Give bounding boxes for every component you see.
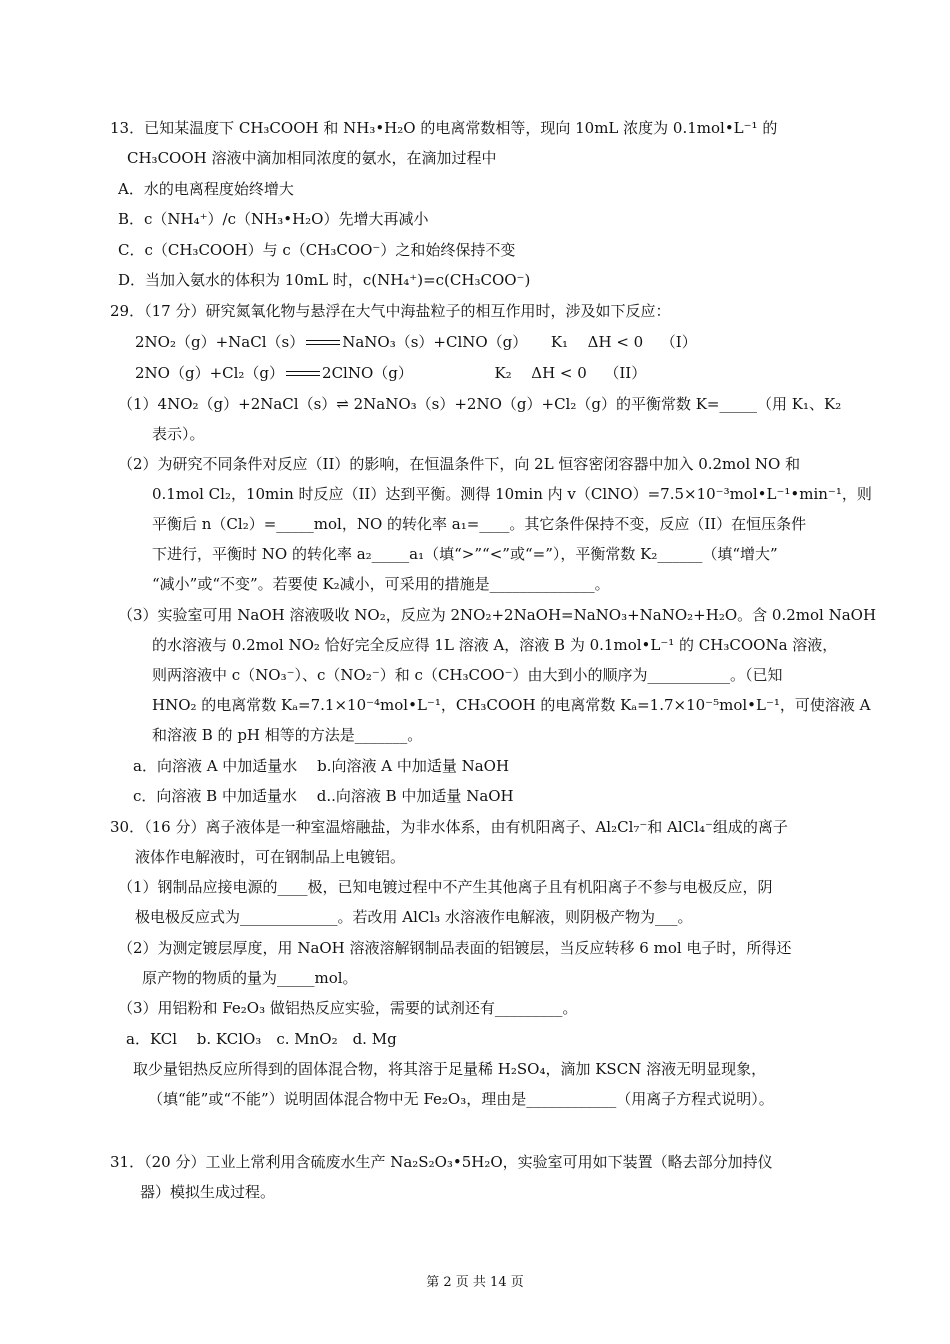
eq1-right: NaNO₃（s）+ClNO（g） [342,333,528,351]
text-line: 表示）。 [152,425,205,443]
text-line: （填“能”或“不能”）说明固体混合物中无 Fe₂O₃，理由是____________（用离子方程式说明）。 [148,1090,774,1108]
text-line: 31．（20 分）工业上常利用含硫废水生产 Na₂S₂O₃•5H₂O，实验室可用如下装置（略去部分加持仪 [110,1153,773,1171]
equilibrium-arrow-icon [286,370,320,378]
text-line: 器）模拟生成过程。 [140,1183,276,1201]
eq1-k: K₁ [550,333,569,351]
text-line: 下进行，平衡时 NO 的转化率 a₂_____a₁（填“>”“<”或“=”），平衡常数 K₂______（填“增大” [152,545,778,563]
text-line: （3）用铝粉和 Fe₂O₃ 做铝热反应实验，需要的试剂还有_________。 [118,999,578,1017]
equation-2 [135,363,646,383]
text-line: 原产物的物质的量为_____mol。 [142,969,358,987]
eq2-dh: ΔH < 0 [531,364,587,382]
eq2-right: 2ClNO（g） [322,364,413,382]
text-line: 极电极反应式为_____________。若改用 AlCl₃ 水溶液作电解液，则阴极产物为___。 [135,908,693,926]
text-line: B．c（NH₄⁺）/c（NH₃•H₂O）先增大再减小 [118,210,429,228]
eq2-k: K₂ [494,364,512,382]
text-line: “减小”或“不变”。若要使 K₂减小，可采用的措施是______________。 [152,575,610,593]
text-line: 和溶液 B 的 pH 相等的方法是_______。 [152,726,423,744]
text-line: 29．（17 分）研究氮氧化物与悬浮在大气中海盐粒子的相互作用时，涉及如下反应： [110,302,671,320]
equilibrium-arrow-icon [306,339,340,347]
equation-1 [135,332,697,352]
text-line: 取少量铝热反应所得到的固体混合物，将其溶于足量稀 H₂SO₄，滴加 KSCN 溶液无明显现象， [133,1060,767,1078]
text-line: 30．（16 分）离子液体是一种室温熔融盐，为非水体系，由有机阳离子、Al₂Cl₇⁻和 AlCl₄⁻组成的离子 [110,818,788,836]
eq1-left: 2NO₂（g）+NaCl（s） [135,333,305,351]
text-line: （3）实验室可用 NaOH 溶液吸收 NO₂，反应为 2NO₂+2NaOH=NaNO₃+NaNO₂+H₂O。含 0.2mol NaOH [118,606,877,624]
text-line: D．当加入氨水的体积为 10mL 时，c(NH₄⁺)=c(CH₃COO⁻) [118,271,531,289]
text-line: A．水的电离程度始终增大 [118,180,294,198]
eq1-tag: （I） [660,333,697,351]
text-line: 0.1mol Cl₂，10min 时反应（II）达到平衡。测得 10min 内 v（ClNO）=7.5×10⁻³mol•L⁻¹•min⁻¹，则 [152,485,872,503]
eq1-dh: ΔH < 0 [587,333,644,351]
text-line: c．向溶液 B 中加适量水 d..向溶液 B 中加适量 NaOH [133,787,514,805]
text-line: （1）4NO₂（g）+2NaCl（s）⇌ 2NaNO₃（s）+2NO（g）+Cl₂（g）的平衡常数 K=_____（用 K₁、K₂ [118,395,842,413]
text-line: 平衡后 n（Cl₂）=_____mol，NO 的转化率 a₁=____。其它条件保持不变，反应（II）在恒压条件 [152,515,807,533]
page-footer: 第 2 页 共 14 页 [426,1275,524,1290]
text-line: （2）为测定镀层厚度，用 NaOH 溶液溶解钢制品表面的铝镀层，当反应转移 6 mol 电子时，所得还 [118,939,792,957]
text-line: HNO₂ 的电离常数 Kₐ=7.1×10⁻⁴mol•L⁻¹，CH₃COOH 的电离常数 Kₐ=1.7×10⁻⁵mol•L⁻¹，可使溶液 A [152,696,871,714]
text-line: 则两溶液中 c（NO₃⁻）、c（NO₂⁻）和 c（CH₃COO⁻）由大到小的顺序为___________。（已知 [152,666,783,684]
text-line: （2）为研究不同条件对反应（II）的影响，在恒温条件下，向 2L 恒容密闭容器中加入 0.2mol NO 和 [118,455,801,473]
eq2-left: 2NO（g）+Cl₂（g） [135,364,285,382]
text-line: a．KCl b. KClO₃ c. MnO₂ d. Mg [126,1030,397,1048]
text-line: 13．已知某温度下 CH₃COOH 和 NH₃•H₂O 的电离常数相等，现向 10mL 浓度为 0.1mol•L⁻¹ 的 [110,119,778,137]
text-line: C．c（CH₃COOH）与 c（CH₃COO⁻）之和始终保持不变 [118,241,516,259]
text-line: 液体作电解液时，可在钢制品上电镀铝。 [135,848,406,866]
text-line: a．向溶液 A 中加适量水 b.向溶液 A 中加适量 NaOH [133,757,510,775]
text-line: CH₃COOH 溶液中滴加相同浓度的氨水，在滴加过程中 [127,149,497,167]
eq2-tag: （II） [604,364,647,382]
text-line: （1）钢制品应接电源的____极，已知电镀过程中不产生其他离子且有机阳离子不参与电极反应，阴 [118,878,773,896]
text-line: 的水溶液与 0.2mol NO₂ 恰好完全反应得 1L 溶液 A，溶液 B 为 0.1mol•L⁻¹ 的 CH₃COONa 溶液， [152,636,838,654]
